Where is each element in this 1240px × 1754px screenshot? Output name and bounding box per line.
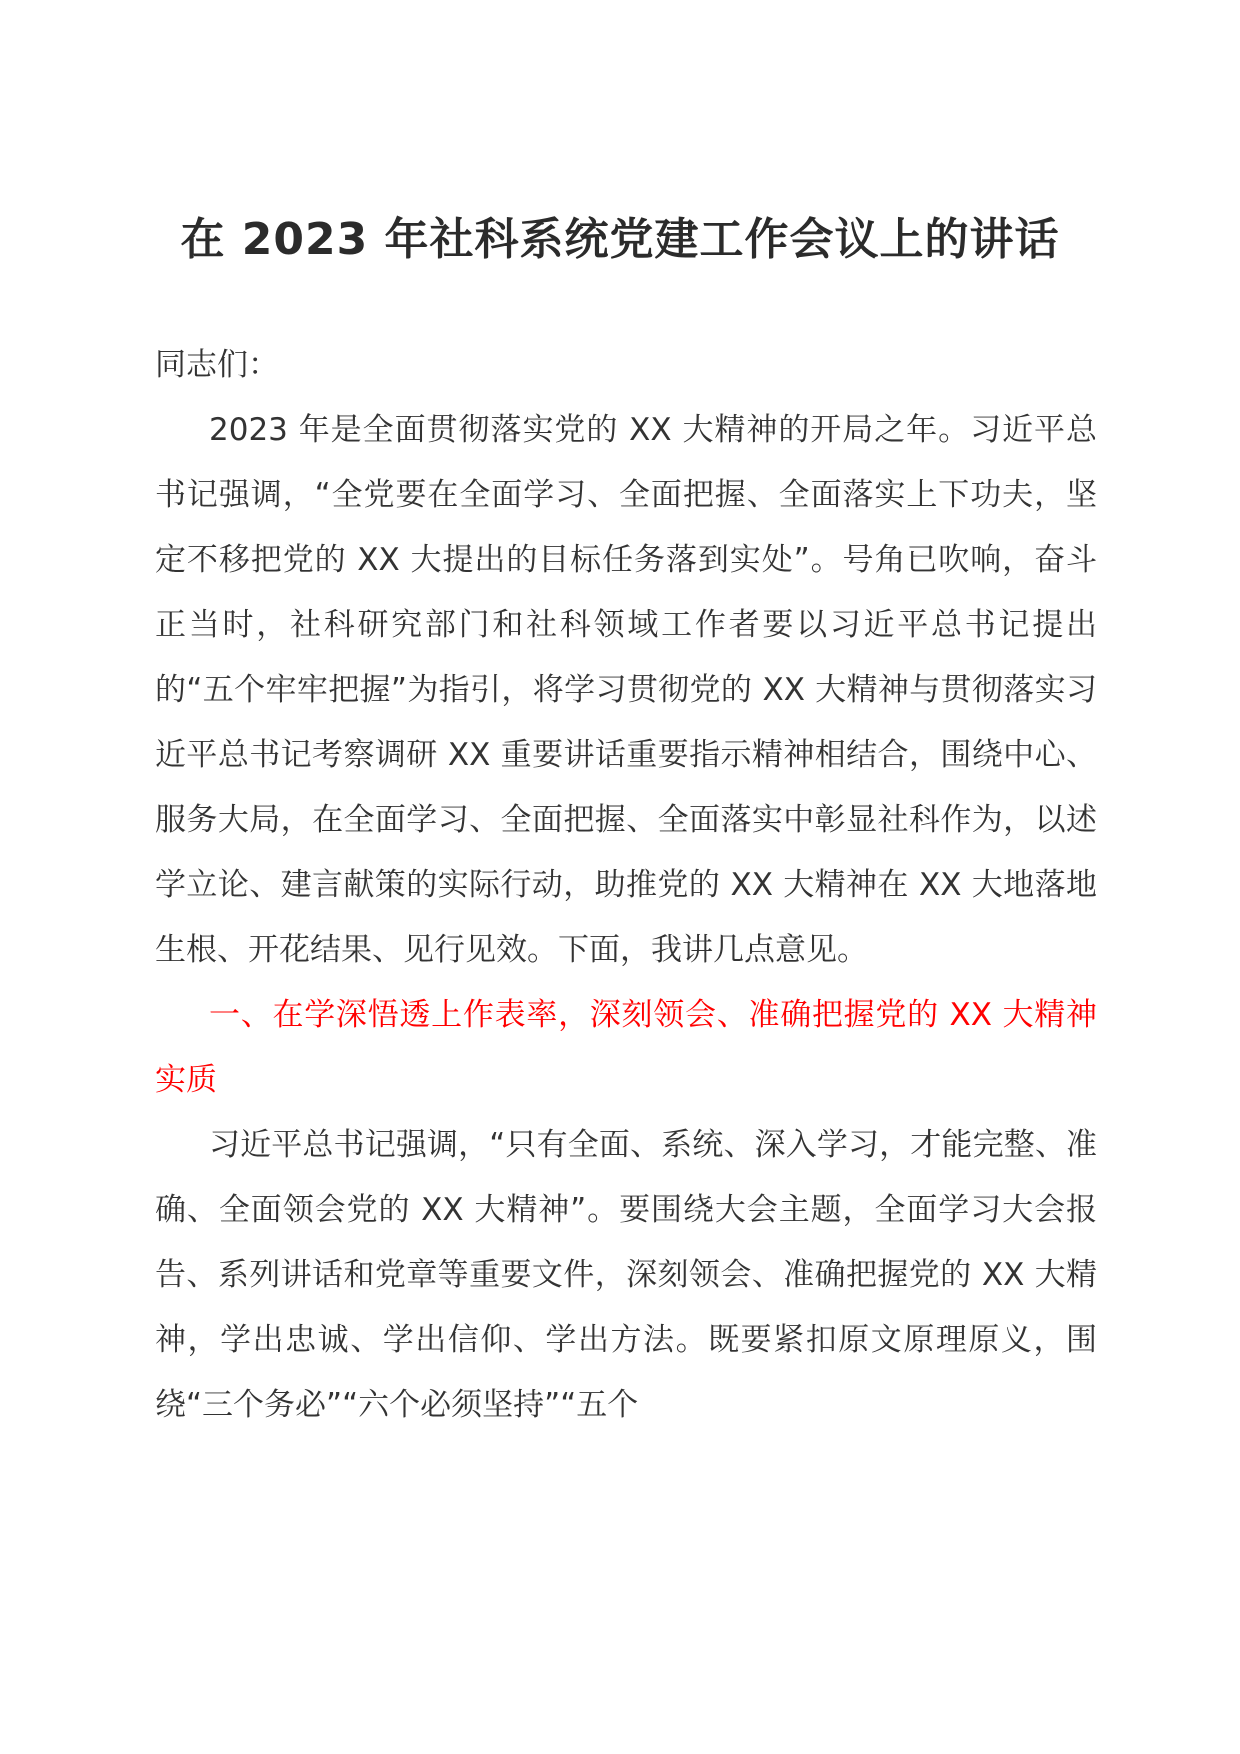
- salutation: 同志们：: [155, 347, 279, 383]
- document-body: [155, 333, 1097, 1438]
- document-title: 在 2023 年社科系统党建工作会议上的讲话: [180, 214, 1060, 265]
- body-paragraph-intro: 2023 年是全面贯彻落实党的 XX 大精神的开局之年。习近平总书记强调，“全党要在全面学习、全面把握、全面落实上下功夫，坚定不移把党的 XX 大提出的目标任务落到实处”。号角已吹响，奋斗正当时，社科研究部门和社科领域工作者要以习近平总书记提出的“五个牢牢把握”为指引，将学习贯彻党的 XX 大精神与贯彻落实习近平总书记考察调研 XX 重要讲话重要指示精神相结合，围绕中心、服务大局，在全面学习、全面把握、全面落实中彰显社科作为，以述学立论、建言献策的实际行动，助推党的 XX 大精神在 XX 大地落地生根、开花结果、见行见效。下面，我讲几点意见。: [155, 412, 1097, 968]
- body-paragraph-section-1: 习近平总书记强调，“只有全面、系统、深入学习，才能完整、准确、全面领会党的 XX 大精神”。要围绕大会主题，全面学习大会报告、系列讲话和党章等重要文件，深刻领会、准确把握党的 XX 大精神，学出忠诚、学出信仰、学出方法。既要紧扣原文原理原义，围绕“三个务必”“六个必须坚持”“五个: [155, 1127, 1097, 1423]
- section-heading-1: 一、在学深悟透上作表率，深刻领会、准确把握党的 XX 大精神实质: [155, 997, 1097, 1098]
